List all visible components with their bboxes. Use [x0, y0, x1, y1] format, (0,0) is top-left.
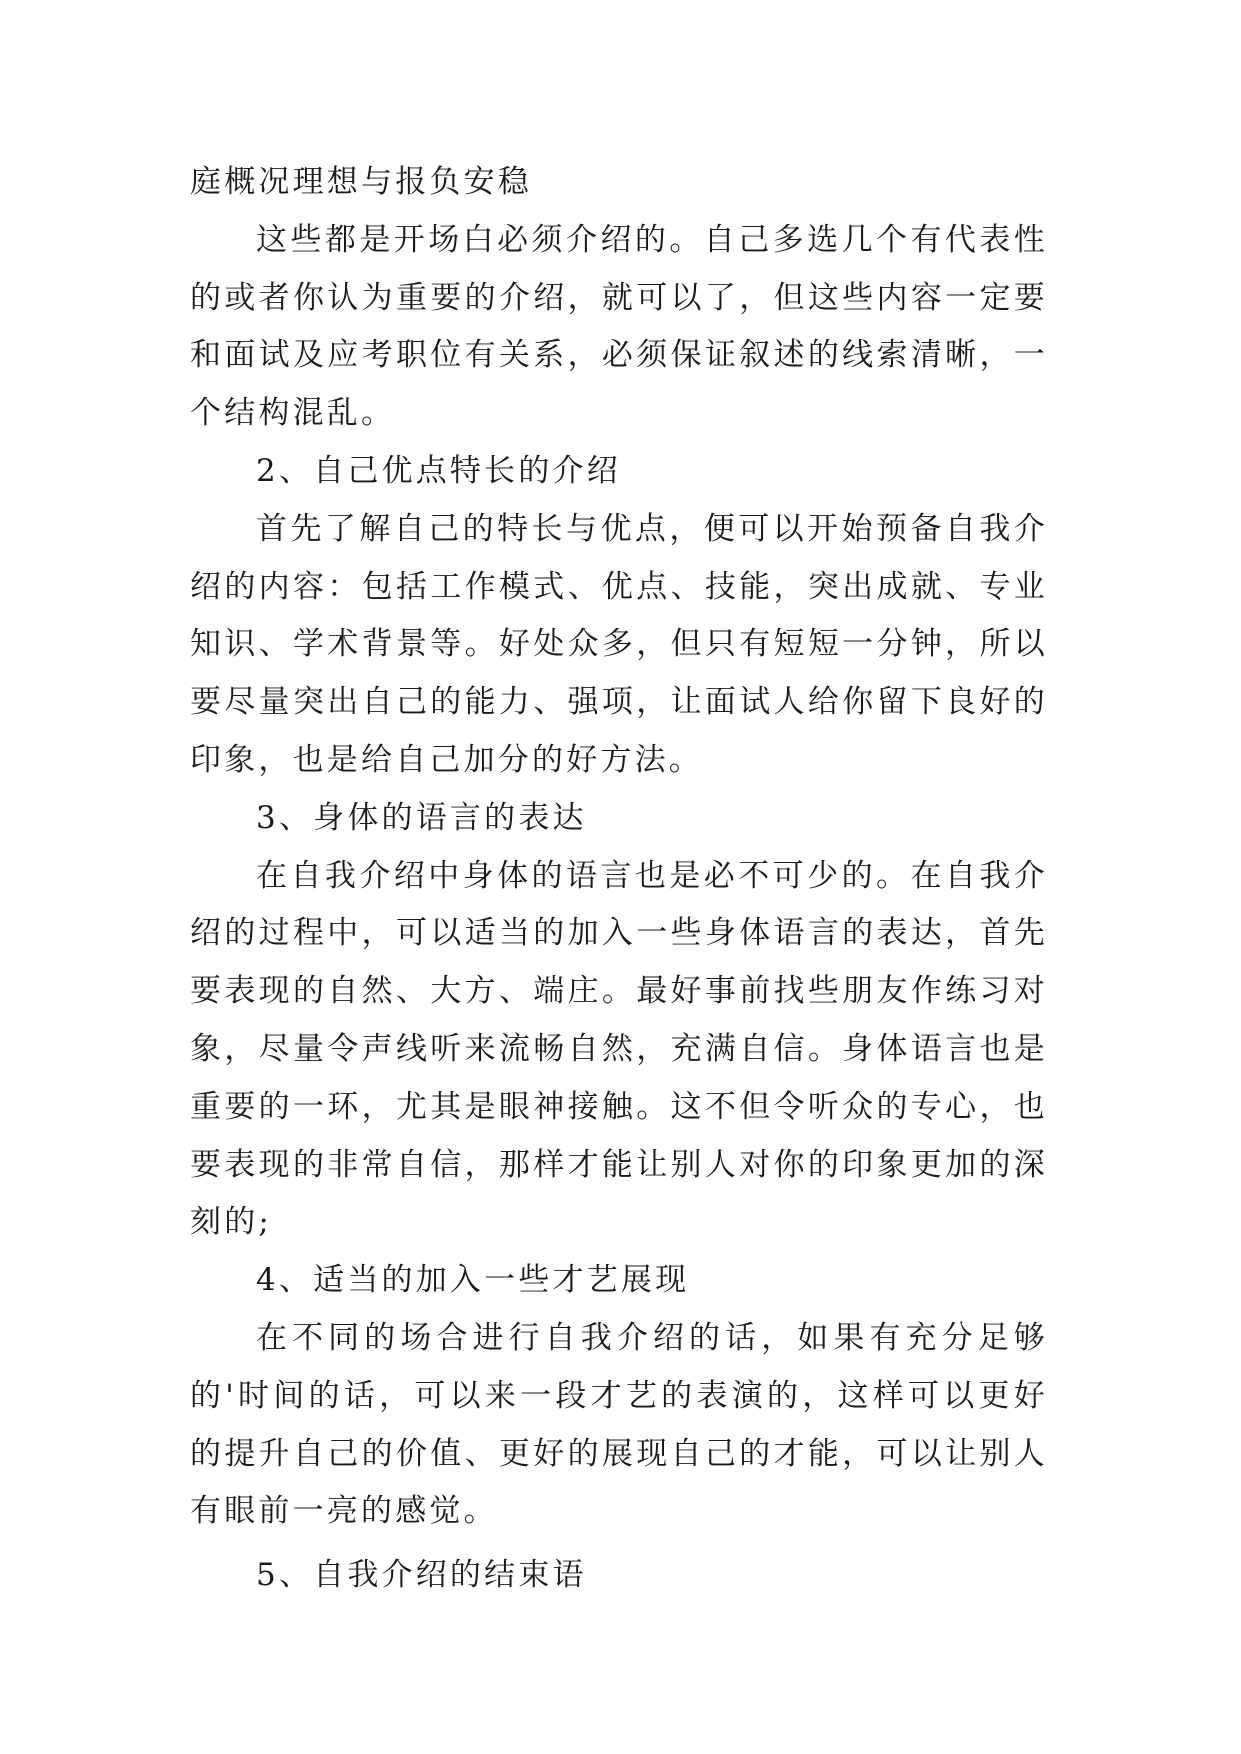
document-body	[190, 154, 1048, 1605]
section-heading-2: 2、自己优点特长的介绍	[256, 452, 621, 489]
paragraph-continuation: 庭概况理想与报负安稳	[190, 164, 532, 200]
paragraph-body-language: 在自我介绍中身体的语言也是必不可少的。在自我介绍的过程中，可以适当的加入一些身体语言的表达，首先要表现的自然、大方、端庄。最好事前找些朋友作练习对象，尽量令声线听来流畅自然，充满自信。身体语言也是重要的一环，尤其是眼神接触。这不但令听众的专心，也要表现的非常自信，那样才能让别人对你的印象更加的深刻的;	[190, 857, 1048, 1241]
section-heading-4: 4、适当的加入一些才艺展现	[256, 1262, 690, 1299]
section-heading-5: 5、自我介绍的结束语	[256, 1557, 587, 1594]
paragraph-opening-notes: 这些都是开场白必须介绍的。自己多选几个有代表性的或者你认为重要的介绍，就可以了，但这些内容一定要和面试及应考职位有关系，必须保证叙述的线索清晰，一个结构混乱。	[190, 221, 1048, 432]
paragraph-strengths: 首先了解自己的特长与优点，便可以开始预备自我介绍的内容：包括工作模式、优点、技能，突出成就、专业知识、学术背景等。好处众多，但只有短短一分钟，所以要尽量突出自己的能力、强项，让面试人给你留下良好的印象，也是给自己加分的好方法。	[190, 510, 1048, 778]
section-heading-3: 3、身体的语言的表达	[256, 799, 587, 836]
paragraph-talent: 在不同的场合进行自我介绍的话，如果有充分足够的'时间的话，可以来一段才艺的表演的，这样可以更好的提升自己的价值、更好的展现自己的才能，可以让别人有眼前一亮的感觉。	[190, 1319, 1048, 1530]
